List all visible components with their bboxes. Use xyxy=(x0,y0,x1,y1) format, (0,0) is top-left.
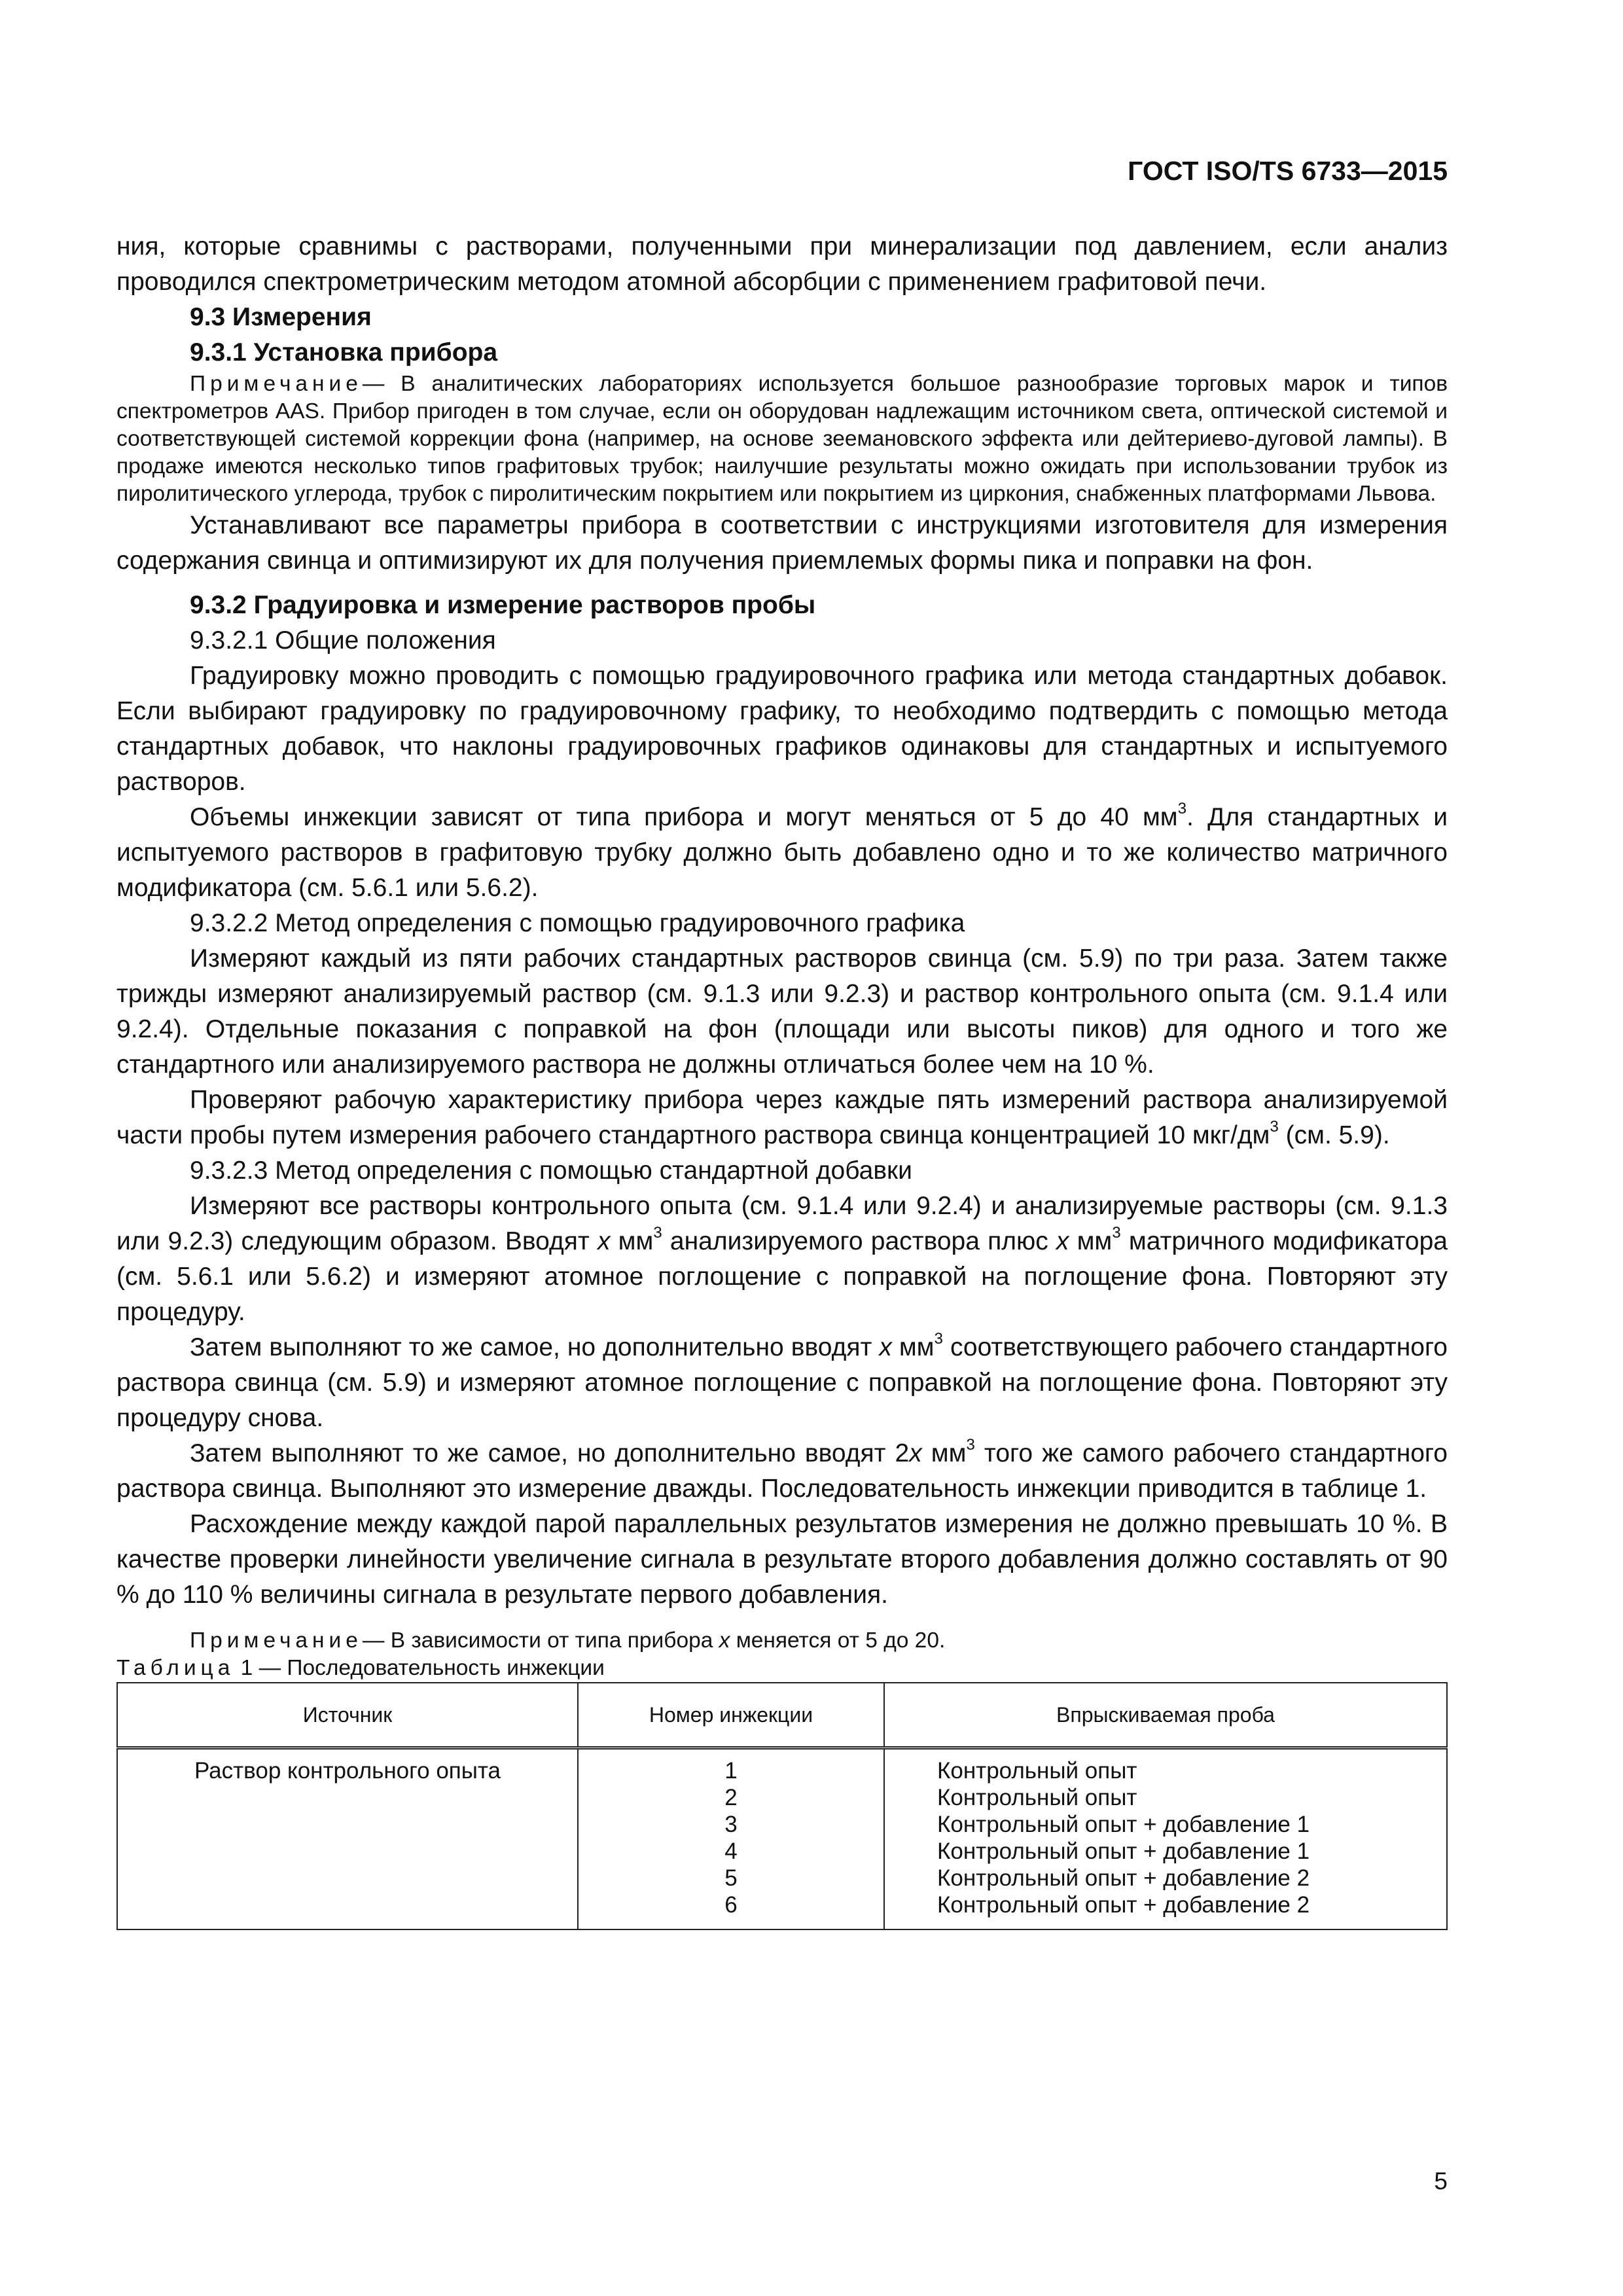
note-label: Примечание xyxy=(190,1628,363,1653)
note-instrument-x xyxy=(116,1627,1448,1655)
superscript: 3 xyxy=(653,1224,662,1242)
note-label: Примечание xyxy=(190,372,363,396)
text-span: соответствующего рабочего стандартного раствора свинца (см. 5.9) и измеряют атомное поглощение с поправкой на поглощение фона. Повторяют эту процедуру снова. xyxy=(116,1333,1448,1432)
document-body xyxy=(116,229,1448,1930)
variable-x: x xyxy=(719,1628,730,1653)
cell-injection-numbers xyxy=(578,1748,884,1930)
text-span: . Для стандартных и испытуемого растворов в графитовую трубку должно быть добавлено одно и то же количество матричного модификатора (см. 5.6.1 или 5.6.2). xyxy=(116,803,1448,902)
paragraph-addition-4: Расхождение между каждой парой параллельных результатов измерения не должно превышать 10 %. В качестве проверки линейности увеличение сигнала в результате второго добавления должно составлять от 90 % до 110 % величины сигнала в результате первого добавления. xyxy=(116,1510,1448,1609)
table-row xyxy=(117,1748,1447,1930)
table-caption xyxy=(116,1655,1448,1682)
injected-sample: Контрольный опыт xyxy=(937,1758,1137,1784)
subheading-9-3-2-1: 9.3.2.1 Общие положения xyxy=(190,626,496,655)
paragraph-graph-2 xyxy=(116,1083,1448,1153)
text-span: Проверяют рабочую характеристику прибора через каждые пять измерений раствора анализируемой части пробы путем измерения рабочего стандартного раствора свинца концентрацией 10 мкг/дм xyxy=(116,1086,1448,1149)
superscript: 3 xyxy=(1112,1224,1121,1242)
heading-9-3-2: 9.3.2 Градуировка и измерение растворов пробы xyxy=(190,591,816,619)
document-header: ГОСТ ISO/TS 6733—2015 xyxy=(1128,156,1448,186)
text-span: Объемы инжекции зависят от типа прибора и могут меняться от 5 до 40 мм xyxy=(190,803,1178,831)
heading-9-3-1: 9.3.1 Установка прибора xyxy=(190,338,498,367)
text-span: Затем выполняют то же самое, но дополнительно вводят xyxy=(190,1333,880,1361)
injection-sequence-table xyxy=(116,1682,1448,1930)
paragraph-graph-1: Измеряют каждый из пяти рабочих стандартных растворов свинца (см. 5.9) по три раза. Затем также трижды измеряют анализируемый раствор (см. 9.1.3 или 9.2.3) и раствор контрольного опыта (см. 9.1.4 или 9.2.4). Отдельные показания с поправкой на фон (площади или высоты пиков) для одного и того же стандартного или анализируемого раствора не должны отличаться более чем на 10 %. xyxy=(116,944,1448,1079)
column-header-source: Источник xyxy=(117,1683,578,1748)
injection-number: 1 xyxy=(724,1758,738,1784)
page-number: 5 xyxy=(1434,2168,1448,2195)
superscript: 3 xyxy=(1270,1118,1279,1136)
injected-sample: Контрольный опыт + добавление 2 xyxy=(937,1865,1310,1891)
subheading-9-3-2-3: 9.3.2.3 Метод определения с помощью стандартной добавки xyxy=(190,1157,912,1185)
heading-9-3: 9.3 Измерения xyxy=(190,303,372,331)
paragraph-calibration-2 xyxy=(116,800,1448,906)
text-span: анализируемого раствора плюс xyxy=(662,1227,1056,1255)
paragraph-addition-2 xyxy=(116,1330,1448,1436)
text-span: (см. 5.9). xyxy=(1278,1121,1390,1149)
table-header-row xyxy=(117,1683,1447,1748)
injected-sample: Контрольный опыт + добавление 1 xyxy=(937,1839,1310,1864)
note-instrument xyxy=(116,370,1448,508)
injected-sample: Контрольный опыт + добавление 2 xyxy=(937,1892,1310,1918)
variable-x: x xyxy=(879,1333,892,1361)
injection-number: 6 xyxy=(724,1892,738,1918)
subheading-9-3-2-2: 9.3.2.2 Метод определения с помощью градуировочного графика xyxy=(190,909,965,937)
note-text: меняется от 5 до 20. xyxy=(730,1628,946,1653)
paragraph-setup: Устанавливают все параметры прибора в соответствии с инструкциями изготовителя для измерения содержания свинца и оптимизируют их для получения приемлемых формы пика и поправки на фон. xyxy=(116,511,1448,575)
injection-number: 4 xyxy=(724,1839,738,1864)
variable-x: x xyxy=(1056,1227,1069,1255)
text-span: мм xyxy=(1069,1227,1113,1255)
note-text: — В аналитических лабораториях используется большое разнообразие торговых марок и типов спектрометров AAS. Прибор пригоден в том случае, если он оборудован надлежащим источником света, оптической системой и соответствующей системой коррекции фона (например, на основе зеемановского эффекта или дейтериево-дуговой лампы). В продаже имеются несколько типов графитовых трубок; наилучшие результаты можно ожидать при использовании трубок из пиролитического углерода, трубок с пиролитическим покрытием или покрытием из циркония, снабженных платформами Львова. xyxy=(116,372,1448,506)
injection-number: 3 xyxy=(724,1812,738,1837)
injected-sample: Контрольный опыт xyxy=(937,1785,1137,1810)
cell-injected-samples xyxy=(884,1748,1447,1930)
superscript: 3 xyxy=(934,1330,943,1348)
variable-x: x xyxy=(597,1227,611,1255)
cell-source: Раствор контрольного опыта xyxy=(117,1748,578,1930)
paragraph-addition-1 xyxy=(116,1189,1448,1330)
text-span: мм xyxy=(610,1227,654,1255)
paragraph-addition-3 xyxy=(116,1436,1448,1507)
injected-sample: Контрольный опыт + добавление 1 xyxy=(937,1812,1310,1837)
text-span: матричного модификатора (см. 5.6.1 или 5.6.2) и измеряют атомное поглощение с поправкой на поглощение фона. Повторяют эту процедуру. xyxy=(116,1227,1448,1326)
column-header-injected-sample: Впрыскиваемая проба xyxy=(884,1683,1447,1748)
injection-number: 5 xyxy=(724,1865,738,1891)
text-span: Затем выполняют то же самое, но дополнительно вводят 2 xyxy=(190,1439,910,1467)
text-span: мм xyxy=(891,1333,935,1361)
injection-number: 2 xyxy=(724,1785,738,1810)
text-span: того же самого рабочего стандартного раствора свинца. Выполняют это измерение дважды. Последовательность инжекции приводится в таблице 1. xyxy=(116,1439,1448,1503)
superscript: 3 xyxy=(1177,800,1187,818)
table-caption-label: Таблица xyxy=(116,1656,235,1680)
text-span: мм xyxy=(921,1439,967,1467)
note-text: — В зависимости от типа прибора xyxy=(362,1628,719,1653)
text-span: Измеряют все растворы контрольного опыта (см. 9.1.4 или 9.2.4) и анализируемые растворы (см. 9.1.3 или 9.2.3) следующим образом. Вводят xyxy=(116,1192,1448,1255)
variable-x: x xyxy=(909,1439,922,1467)
superscript: 3 xyxy=(966,1436,975,1454)
paragraph-intro: ния, которые сравнимы с растворами, полученными при минерализации под давлением, если анализ проводился спектрометрическим методом атомной абсорбции с применением графитовой печи. xyxy=(116,232,1448,296)
column-header-injection-number: Номер инжекции xyxy=(578,1683,884,1748)
table-caption-text: 1 — Последовательность инжекции xyxy=(234,1656,605,1680)
paragraph-calibration-1: Градуировку можно проводить с помощью градуировочного графика или метода стандартных добавок. Если выбирают градуировку по градуировочному графику, то необходимо подтвердить с помощью метода стандартных добавок, что наклоны градуировочных графиков одинаковы для стандартных и испытуемого растворов. xyxy=(116,662,1448,796)
